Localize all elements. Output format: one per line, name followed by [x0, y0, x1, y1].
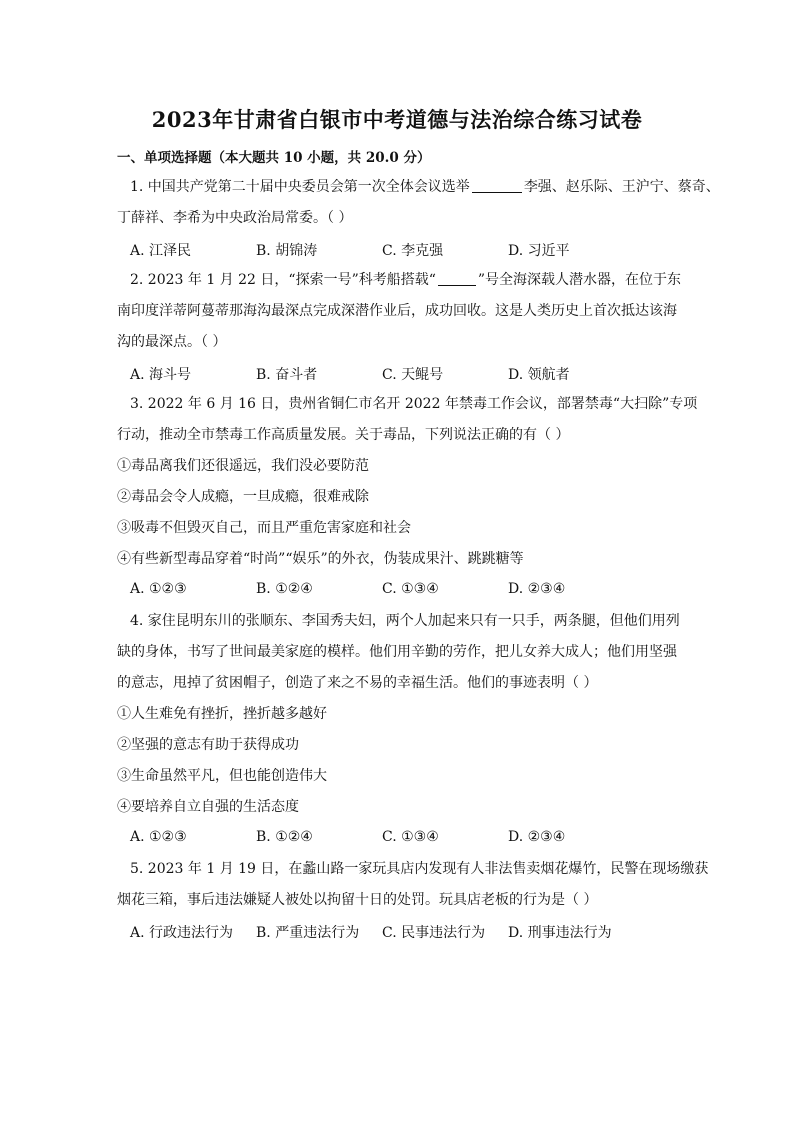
question-5-line-1: 5. 2023 年 1 月 19 日，在蠡山路一家玩具店内发现有人非法售卖烟花爆竹，民警在现场缴获 — [130, 861, 709, 877]
option-d: D. 习近平 — [508, 243, 570, 259]
option-a: A. 行政违法行为 — [130, 925, 234, 941]
question-4-statement-1: ①人生难免有挫折，挫折越多越好 — [117, 706, 327, 722]
section-heading: 一、单项选择题（本大题共 10 小题，共 20.0 分） — [117, 150, 431, 166]
question-4-statement-4: ④要培养自立自强的生活态度 — [117, 799, 299, 815]
option-c: C. 天鲲号 — [382, 367, 444, 383]
question-3-line-1: 3. 2022 年 6 月 16 日，贵州省铜仁市名开 2022 年禁毒工作会议，部署禁毒“大扫除”专项 — [130, 396, 698, 412]
question-1-line-1: 1. 中国共产党第二十届中央委员会第一次全体会议选举 李强、赵乐际、王沪宁、蔡奇、 — [130, 179, 720, 195]
option-b: B. 胡锦涛 — [256, 243, 318, 259]
question-3-statement-1: ①毒品离我们还很遥远，我们没必要防范 — [117, 458, 369, 474]
question-2-line-2: 南印度洋蒂阿蔓蒂那海沟最深点完成深潜作业后，成功回收。这是人类历史上首次抵达该海 — [117, 303, 677, 319]
question-3-line-2: 行动，推动全市禁毒工作高质量发展。关于毒品，下列说法正确的有（ ） — [117, 427, 570, 443]
option-d: D. 领航者 — [508, 367, 570, 383]
question-5-line-2: 烟花三箱，事后违法嫌疑人被处以拘留十日的处罚。玩具店老板的行为是（ ） — [117, 892, 598, 908]
option-c: C. ①③④ — [382, 829, 439, 845]
option-d: D. ②③④ — [508, 829, 566, 845]
option-b: B. ①②④ — [256, 581, 313, 597]
question-3-statement-4: ④有些新型毒品穿着“时尚”“娱乐”的外衣，伪装成果汁、跳跳糖等 — [117, 551, 524, 567]
question-2-line-1: 2. 2023 年 1 月 22 日，“探索一号”科考船搭载“ ”号全海深载人潜水器，在位于东 — [130, 272, 682, 288]
option-d: D. ②③④ — [508, 581, 566, 597]
question-3-statement-3: ③吸毒不但毁灭自己，而且严重危害家庭和社会 — [117, 520, 411, 536]
question-4-statement-2: ②坚强的意志有助于获得成功 — [117, 737, 299, 753]
question-1-line-2: 丁薛祥、李希为中央政治局常委。（ ） — [117, 210, 353, 226]
answer-blank — [438, 271, 476, 286]
option-c: C. 民事违法行为 — [382, 925, 486, 941]
question-3-statement-2: ②毒品会令人成瘾，一旦成瘾，很难戒除 — [117, 489, 369, 505]
exam-title: 2023年甘肃省白银市中考道德与法治综合练习试卷 — [151, 107, 643, 132]
question-2-line-3: 沟的最深点。（ ） — [117, 334, 227, 350]
option-a: A. ①②③ — [130, 581, 187, 597]
question-4-line-1: 4. 家住昆明东川的张顺东、李国秀夫妇，两个人加起来只有一只手，两条腿，但他们用列 — [130, 613, 680, 629]
question-4-statement-3: ③生命虽然平凡，但也能创造伟大 — [117, 768, 327, 784]
option-d: D. 刑事违法行为 — [508, 925, 612, 941]
option-a: A. ①②③ — [130, 829, 187, 845]
option-b: B. ①②④ — [256, 829, 313, 845]
option-c: C. 李克强 — [382, 243, 444, 259]
question-4-line-2: 缺的身体，书写了世间最美家庭的模样。他们用辛勤的劳作，把儿女养大成人；他们用坚强 — [117, 644, 677, 660]
question-4-line-3: 的意志，甩掉了贫困帽子，创造了来之不易的幸福生活。他们的事迹表明（ ） — [117, 675, 598, 691]
option-c: C. ①③④ — [382, 581, 439, 597]
option-b: B. 严重违法行为 — [256, 925, 360, 941]
option-b: B. 奋斗者 — [256, 367, 318, 383]
answer-blank — [472, 178, 522, 193]
option-a: A. 江泽民 — [130, 243, 192, 259]
option-a: A. 海斗号 — [130, 367, 192, 383]
